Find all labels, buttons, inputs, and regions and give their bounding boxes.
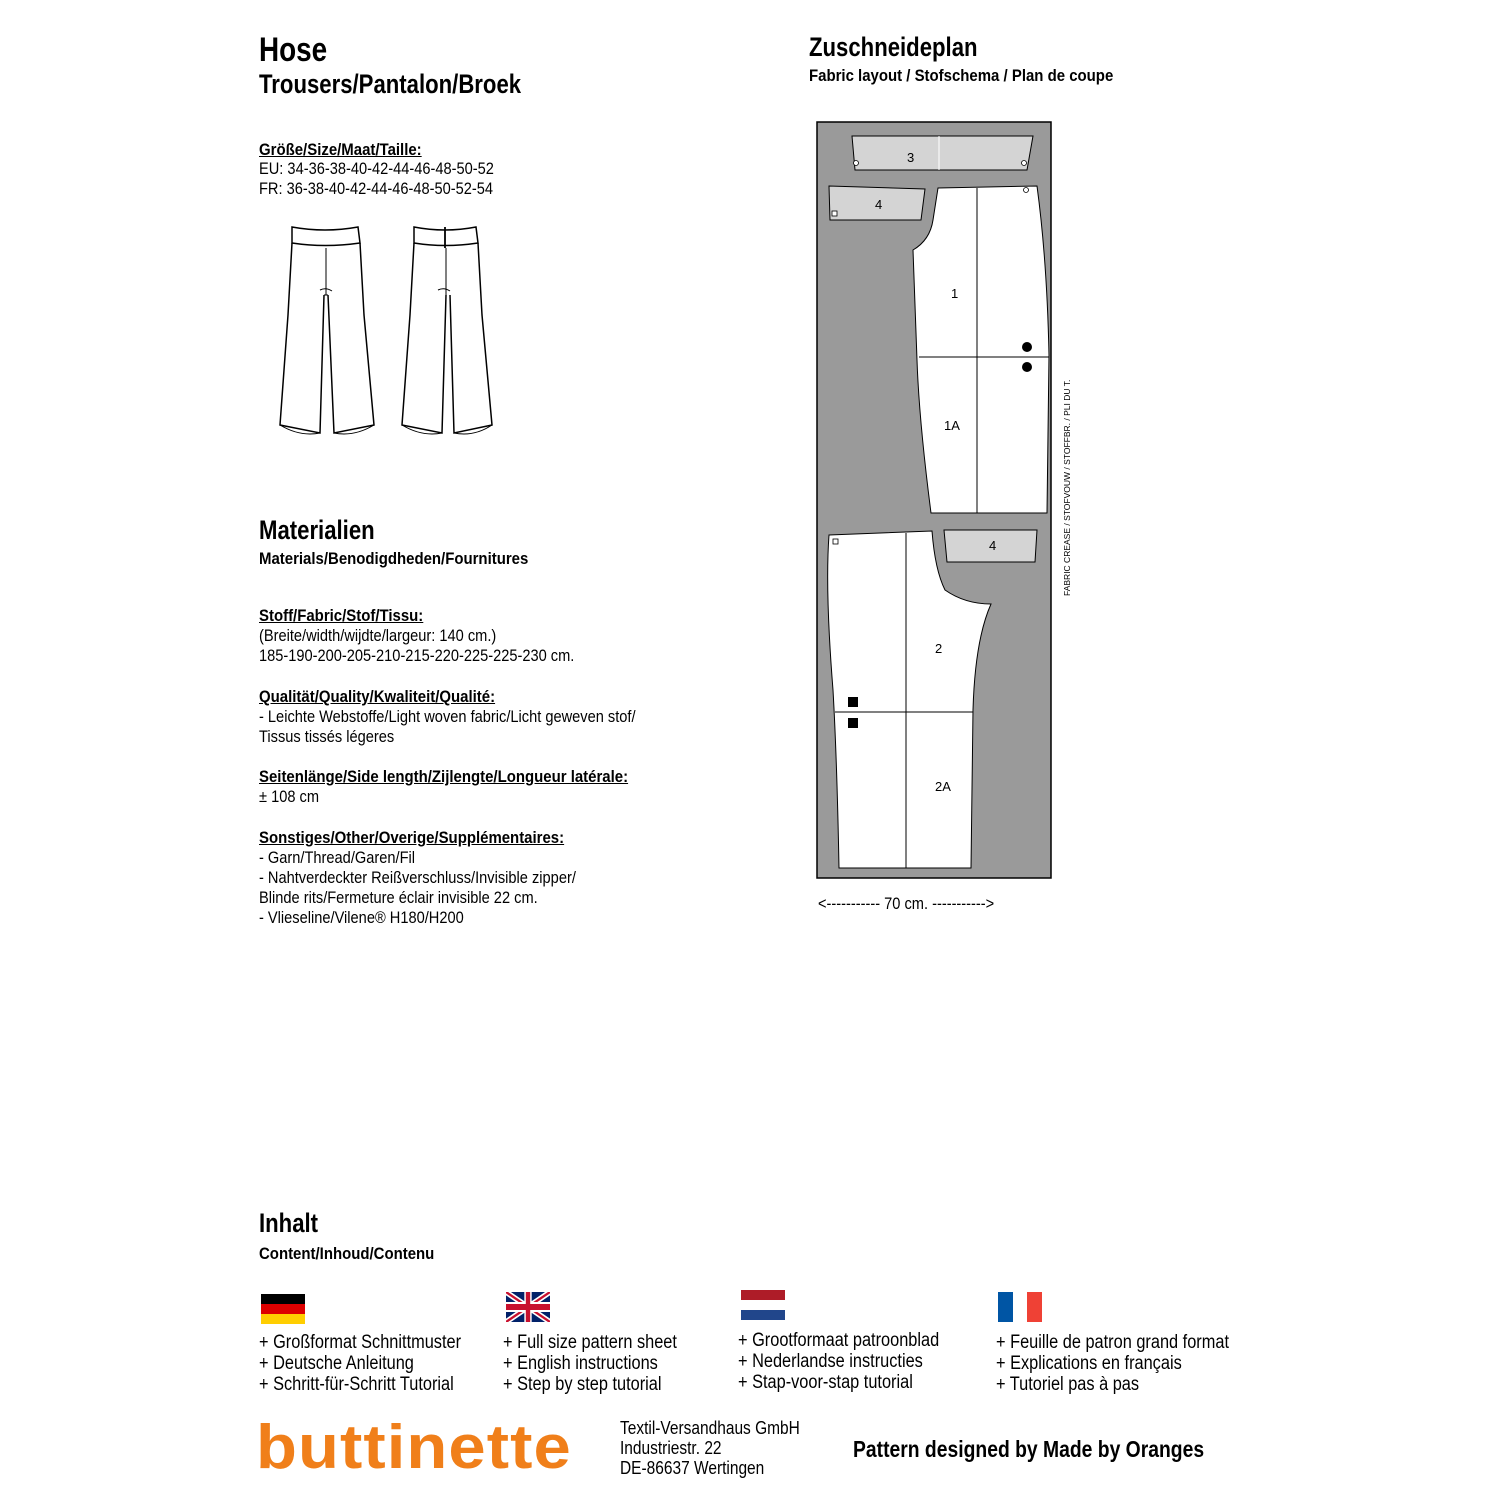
layout-subtitle: Fabric layout / Stofschema / Plan de coupe xyxy=(809,66,1114,85)
fabric-line: 185-190-200-205-210-215-220-225-225-230 cm. xyxy=(259,646,575,665)
size-eu: EU: 34-36-38-40-42-44-46-48-50-52 xyxy=(259,159,494,178)
quality-line: - Leichte Webstoffe/Light woven fabric/Licht geweven stof/ xyxy=(259,707,636,726)
content-item: + Stap-voor-stap tutorial xyxy=(738,1372,913,1393)
content-item: + Feuille de patron grand format xyxy=(996,1332,1229,1353)
piece-label: 1 xyxy=(951,286,959,301)
other-line: - Garn/Thread/Garen/Fil xyxy=(259,848,416,867)
content-subtitle: Content/Inhoud/Contenu xyxy=(259,1244,435,1263)
piece-label: 3 xyxy=(907,150,915,165)
content-list-english xyxy=(503,1332,677,1395)
size-fr: FR: 36-38-40-42-44-46-48-50-52-54 xyxy=(259,179,494,198)
other-line: Blinde rits/Fermeture éclair invisible 22 cm. xyxy=(259,888,538,907)
quality-details xyxy=(259,707,636,747)
fabric-details xyxy=(259,626,574,666)
piece-label: 2 xyxy=(935,641,943,656)
content-list-french xyxy=(996,1332,1229,1395)
piece-label: 4 xyxy=(875,197,883,212)
content-item: + Grootformaat patroonblad xyxy=(738,1330,940,1351)
trousers-illustration xyxy=(270,215,500,445)
address-line: Industriestr. 22 xyxy=(620,1438,722,1458)
other-line: - Nahtverdeckter Reißverschluss/Invisible zipper/ xyxy=(259,868,576,887)
piece-label: 2A xyxy=(935,779,951,794)
company-address xyxy=(620,1418,800,1478)
brand-logo: buttinette xyxy=(256,1413,572,1482)
other-details xyxy=(259,848,576,928)
quality-label: Qualität/Quality/Kwaliteit/Qualité: xyxy=(259,687,496,706)
fold-label-wrapper xyxy=(1062,379,1072,606)
content-item: + Full size pattern sheet xyxy=(503,1332,677,1353)
side-length-label: Seitenlänge/Side length/Zijlengte/Longueur latérale: xyxy=(259,767,629,786)
uk-flag-icon xyxy=(506,1292,550,1322)
address-line: Textil-Versandhaus GmbH xyxy=(620,1418,800,1438)
content-item: + Schritt-für-Schritt Tutorial xyxy=(259,1374,454,1395)
page-title: Hose xyxy=(259,31,328,69)
germany-flag-icon xyxy=(261,1294,305,1324)
content-list-german xyxy=(259,1332,461,1395)
content-item: + Nederlandse instructies xyxy=(738,1351,923,1372)
width-label: <----------- 70 cm. -----------> xyxy=(818,894,995,913)
content-item: + Step by step tutorial xyxy=(503,1374,662,1395)
france-flag-icon xyxy=(998,1292,1042,1322)
fabric-layout-diagram xyxy=(815,120,1055,882)
layout-title: Zuschneideplan xyxy=(809,32,978,62)
content-item: + Deutsche Anleitung xyxy=(259,1353,414,1374)
content-item: + Explications en français xyxy=(996,1353,1182,1374)
fabric-label: Stoff/Fabric/Stof/Tissu: xyxy=(259,606,424,625)
side-length-value: ± 108 cm xyxy=(259,787,320,806)
other-label: Sonstiges/Other/Overige/Supplémentaires: xyxy=(259,828,565,847)
quality-line: Tissus tissés légeres xyxy=(259,727,395,746)
address-line: DE-86637 Wertingen xyxy=(620,1458,765,1478)
page-subtitle: Trousers/Pantalon/Broek xyxy=(259,69,522,99)
materials-subtitle: Materials/Benodigdheden/Fournitures xyxy=(259,549,529,568)
other-line: - Vlieseline/Vilene® H180/H200 xyxy=(259,908,464,927)
content-item: + English instructions xyxy=(503,1353,658,1374)
piece-label: 1A xyxy=(944,418,960,433)
content-title: Inhalt xyxy=(259,1208,319,1238)
piece-3 xyxy=(852,136,1033,170)
size-label: Größe/Size/Maat/Taille: xyxy=(259,140,422,159)
fold-label: FABRIC CREASE / STOFVOUW / STOFFBR. / PLI DU T. xyxy=(1062,379,1072,596)
designer-credit: Pattern designed by Made by Oranges xyxy=(853,1436,1205,1462)
piece-label: 4 xyxy=(989,538,997,553)
content-item: + Großformat Schnittmuster xyxy=(259,1332,462,1353)
fabric-line: (Breite/width/wijdte/largeur: 140 cm.) xyxy=(259,626,497,645)
content-item: + Tutoriel pas à pas xyxy=(996,1374,1140,1395)
content-list-dutch xyxy=(738,1330,939,1393)
netherlands-flag-icon xyxy=(741,1290,785,1320)
materials-title: Materialien xyxy=(259,515,375,545)
